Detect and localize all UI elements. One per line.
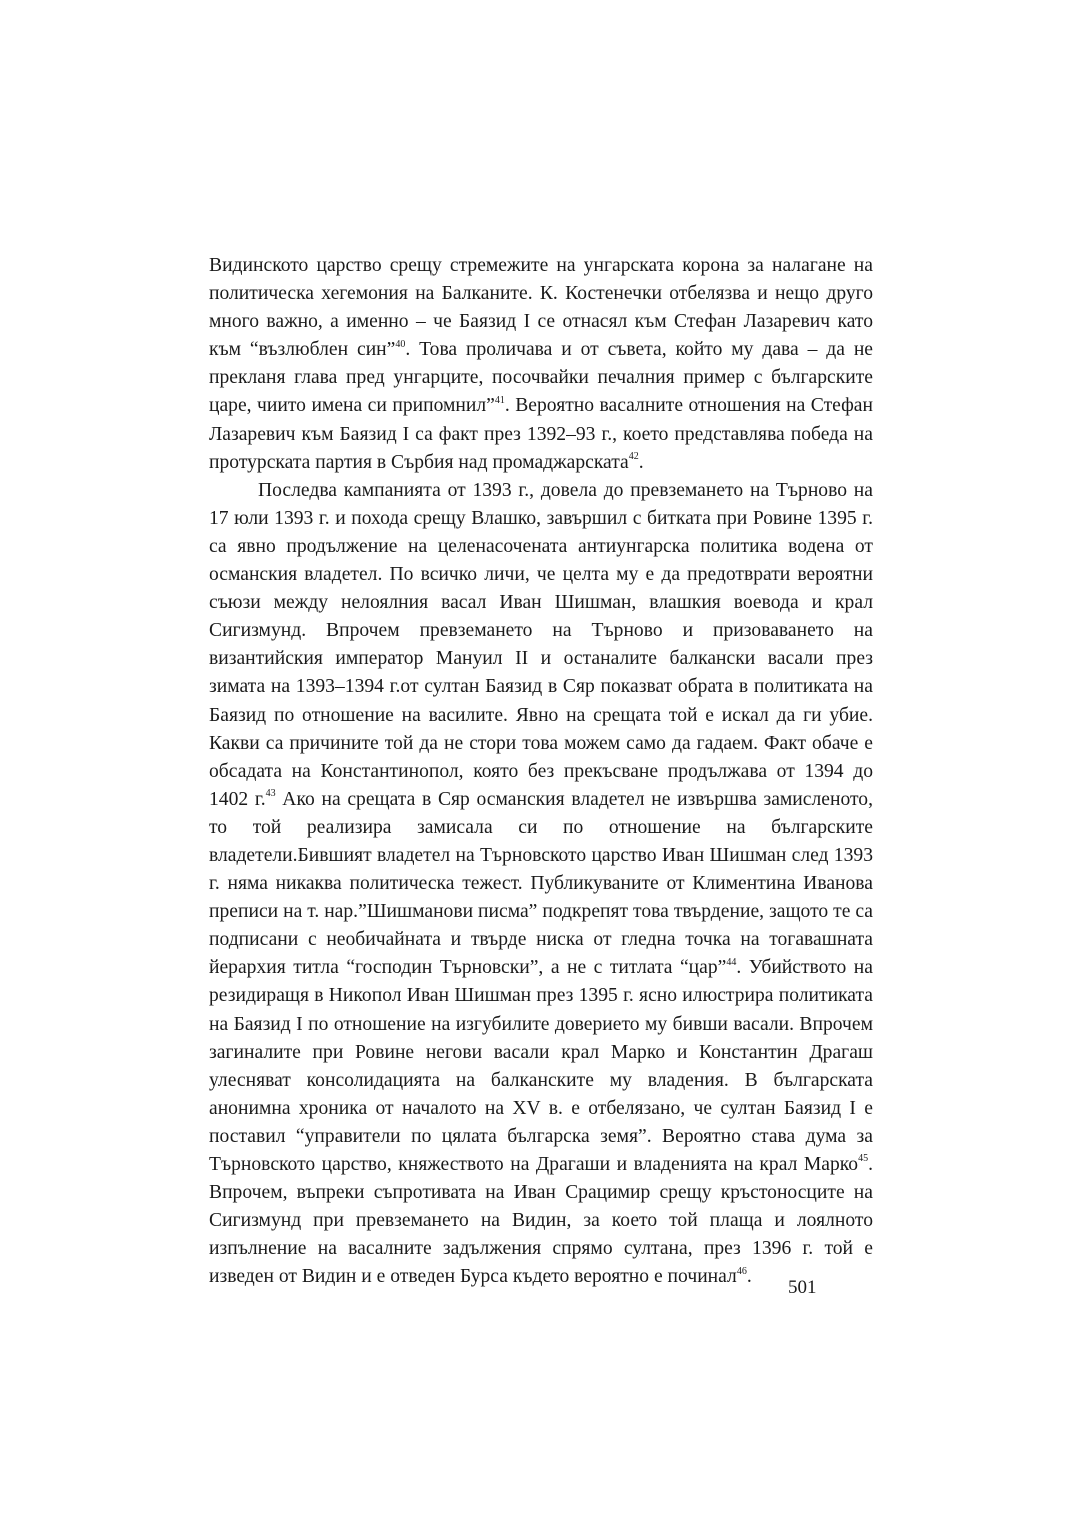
text-run: . [638,451,644,473]
footnote-ref-43: 43 [265,788,276,800]
text-run: . Убийството на резидиращя в Никопол Иван Шишман през 1395 г. ясно илюстрира политиката на Баязид I по отношение на изгубилите доверието му бивши васали. Впрочем загиналите при Ровине негови васали крал Марко и Константин Драгаш улесняват консолидацията на балканските му владения. В българската анонимна хроника от началото на XV в. е отбелязано, че султан Баязид I е поставил “управители по цялата българска земя”. Вероятно става дума за Търновското царство, княжеството на Драгаши и владенията на крал Марко [209,957,873,1175]
text-run: . [746,1266,752,1288]
footnote-ref-45: 45 [858,1153,869,1165]
footnote-ref-42: 42 [628,451,639,463]
page-number: 501 [788,1277,817,1298]
text-run: Последва кампанията от 1393 г., довела до превземането на Търново на 17 юли 1393 г. и похода срещу Влашко, завършил с битката при Ровине 1395 г. са явно продължение на целенасочената антиунгарска политика водена от османския владетел. По всичко личи, че целта му е да предотврати вероятни съюзи между нелоялния васал Иван Шишман, влашкия воевода и крал Сигизмунд. Впрочем превземането на Търново и призоваването на византийския император Мануил II и останалите балкански васали през зимата на 1393–1394 г.от султан Баязид в Сяр показват обрата в политиката на Баязид по отношение на василите. Явно на срещата той е искал да ги убие. Какви са причините той да не стори това можем само да гадаем. Факт обаче е обсадата на Константинопол, която без прекъсване продължава от 1394 до 1402 г. [209,479,873,810]
footnote-ref-44: 44 [726,956,737,968]
footnote-ref-40: 40 [395,338,406,350]
text-run: . Това проличава и от съвета, който му дава – да не прекланя глава пред унгарците, посочвайки печалния пример с българските царе, чиито имена си припомнил” [209,339,874,417]
paragraph-2 [209,477,873,1292]
text-run: Ако на срещата в Сяр османския владетел не извършва замисленото, то той реализира замисала си по отношение на българските владетели.Бившият владетел на Търновското царство Иван Шишман след 1393 г. няма никаква политическа тежест. Публикуваните от Климентина Иванова преписи на т. нар.”Шишманови писма” подкрепят това твърдение, защото те са подписани с необичайната и твърде ниска от гледна точка на тогавашната йерархия титла “господин Търновски”, а не с титлата “цар” [209,788,873,979]
paragraph-1 [209,252,873,477]
text-run: . Впрочем, въпреки съпротивата на Иван Срацимир срещу кръстоносците на Сигизмунд при превземането на Видин, за което той плаща и лоялното изпълнение на васалните задължения спрямо султана, през 1396 г. той е изведен от Видин и е отведен Бурса където вероятно е починал [209,1154,873,1288]
footnote-ref-41: 41 [494,394,505,406]
text-run: . Вероятно васалните отношения на Стефан Лазаревич към Баязид I са факт през 1392–93 г., което представлява победа на протурската партия в Сърбия над промаджарската [209,395,873,473]
page-body [209,252,873,1291]
footnote-ref-46: 46 [736,1265,747,1277]
text-run: Видинското царство срещу стремежите на унгарската корона за налагане на политическа хегемония на Балканите. К. Костенечки отбелязва и нещо друго много важно, а именно – че Баязид I се отнасял към Стефан Лазаревич като към “възлюблен син” [209,255,873,361]
